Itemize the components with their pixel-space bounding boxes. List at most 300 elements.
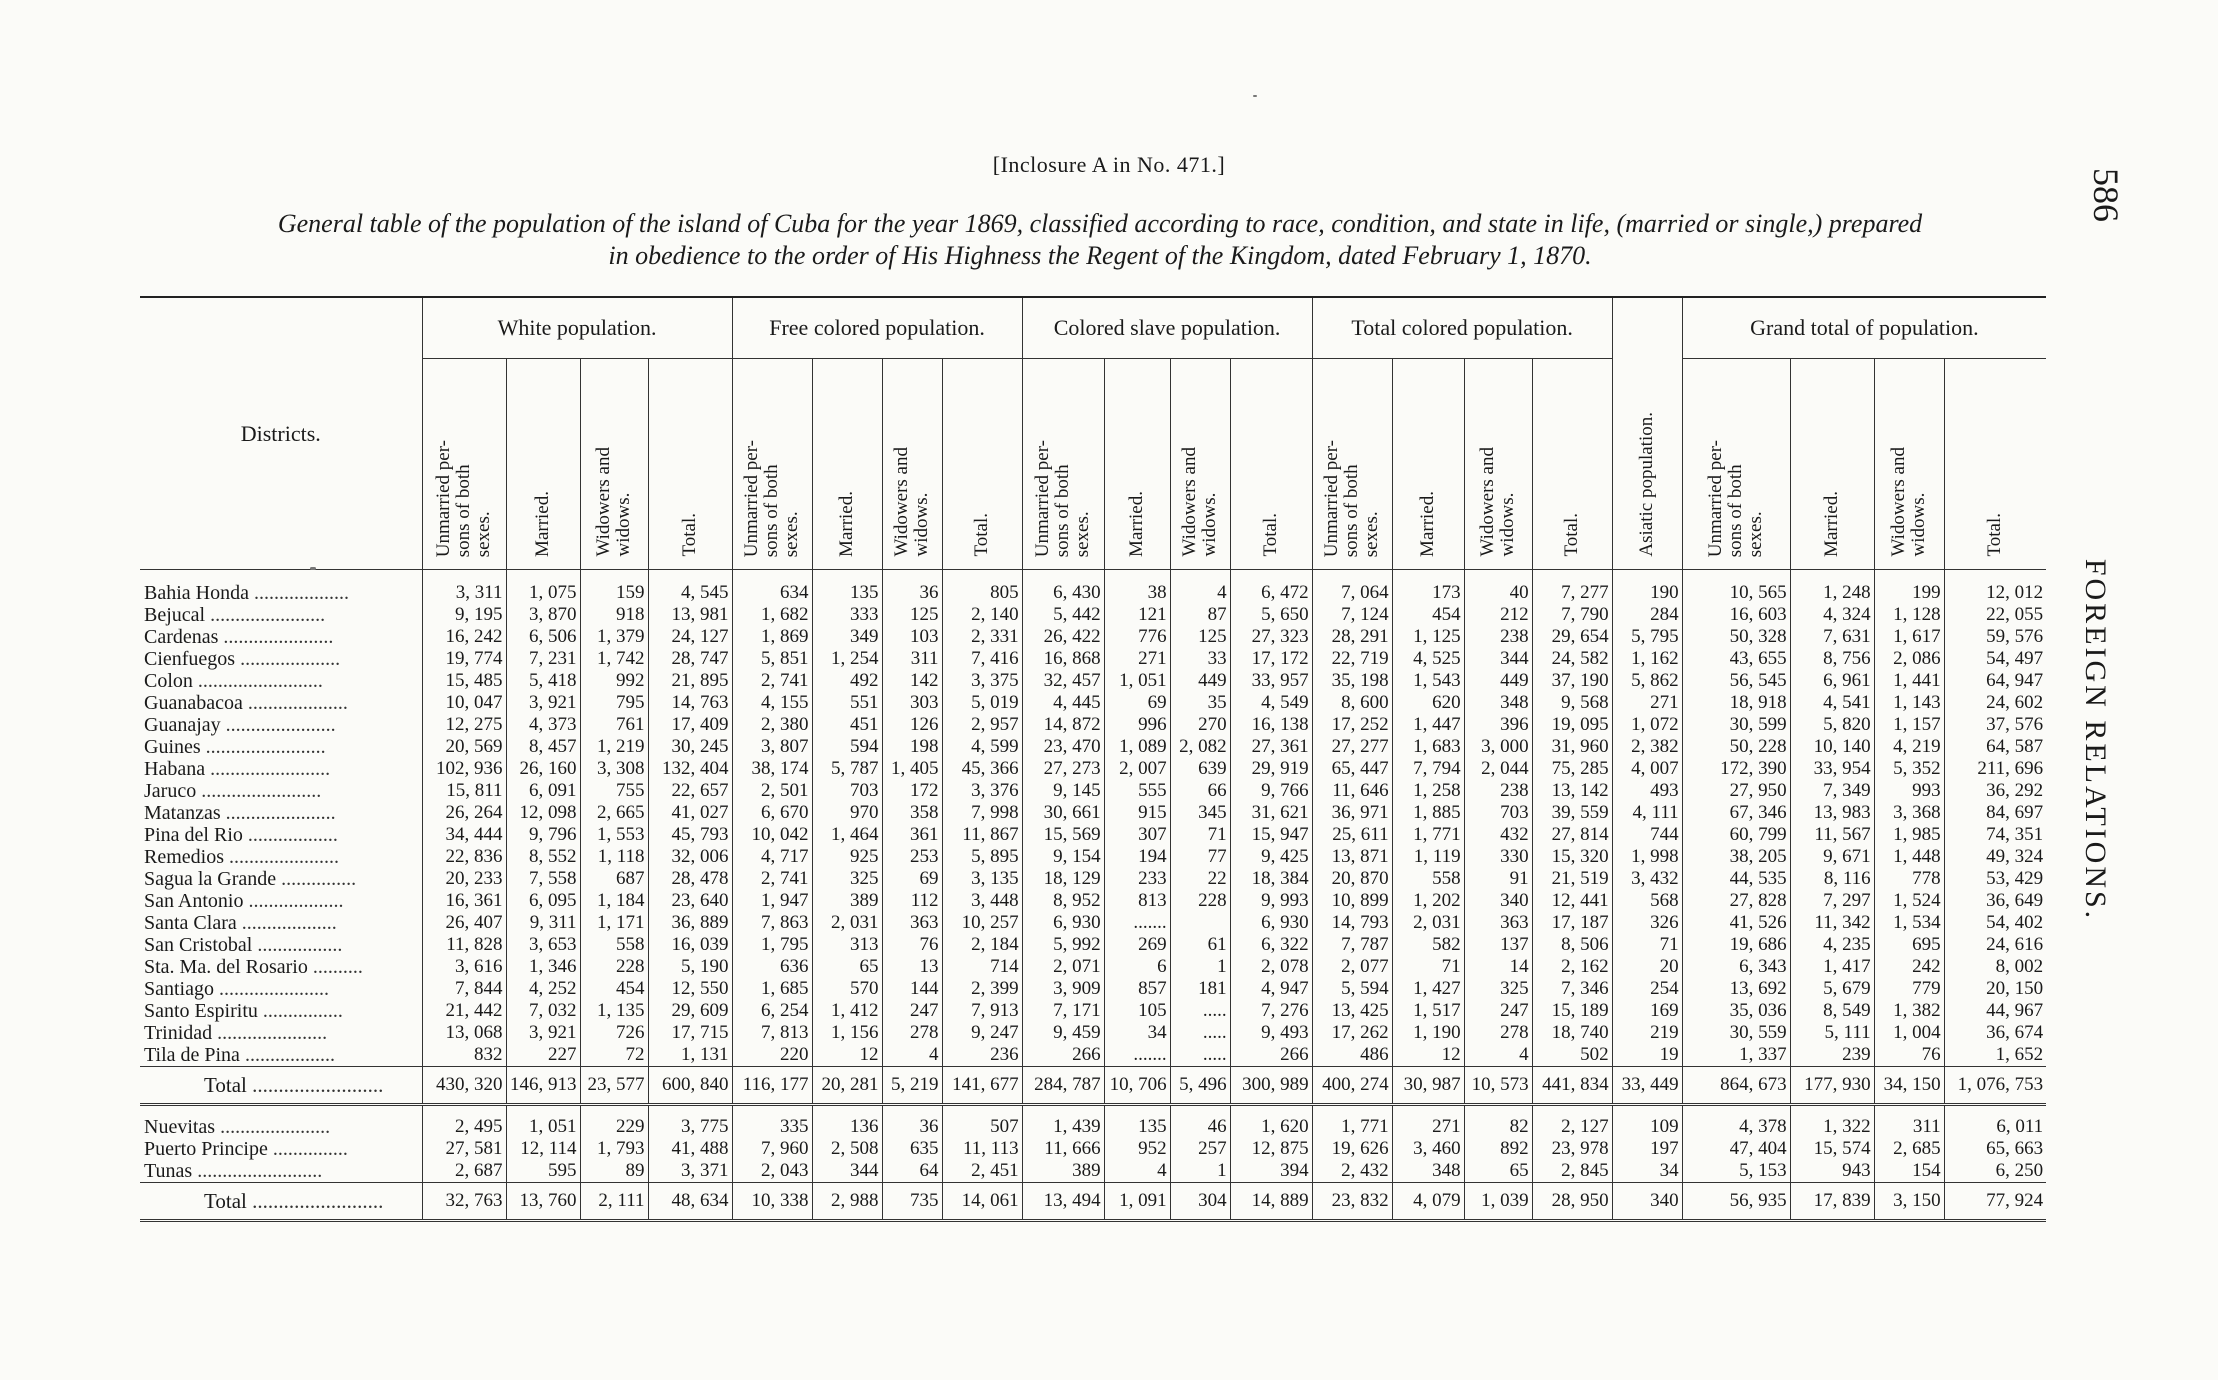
- cell-value: 8, 116: [1790, 868, 1874, 890]
- cell-value: 7, 787: [1312, 934, 1392, 956]
- cell-value: 1, 439: [1022, 1116, 1104, 1138]
- cell-value: 1, 553: [580, 824, 648, 846]
- cell-value: 247: [882, 1000, 942, 1022]
- cell-value: 28, 478: [648, 868, 732, 890]
- cell-value: 1, 685: [732, 978, 812, 1000]
- cell-value: 449: [1464, 670, 1532, 692]
- table-row: [140, 780, 2046, 802]
- table-row: [140, 570, 2046, 605]
- cell-value: 14, 763: [648, 692, 732, 714]
- cell-value: 335: [732, 1116, 812, 1138]
- cell-value: 3, 135: [942, 868, 1022, 890]
- cell-value: 3, 376: [942, 780, 1022, 802]
- cell-value: 71: [1392, 956, 1464, 978]
- cell-value: 125: [882, 604, 942, 626]
- cell-value: 1, 157: [1874, 714, 1944, 736]
- table-row: [140, 604, 2046, 626]
- cell-value: 125: [1170, 626, 1230, 648]
- cell-value: 14: [1464, 956, 1532, 978]
- cell-value: 16, 138: [1230, 714, 1312, 736]
- subheader-white-1: Married.: [506, 359, 580, 570]
- district-name: Nuevitas ......................: [144, 1116, 331, 1138]
- cell-value: 116, 177: [732, 1067, 812, 1105]
- cell-value: 37, 190: [1532, 670, 1612, 692]
- cell-value: 1, 076, 753: [1944, 1067, 2046, 1105]
- cell-value: 389: [812, 890, 882, 912]
- table-row: [140, 714, 2046, 736]
- population-table: [140, 296, 2046, 1222]
- cell-value: 41, 027: [648, 802, 732, 824]
- cell-value: 28, 950: [1532, 1183, 1612, 1221]
- cell-value: 137: [1464, 934, 1532, 956]
- cell-value: 17, 715: [648, 1022, 732, 1044]
- cell-value: 1, 885: [1392, 802, 1464, 824]
- cell-value: 64: [882, 1160, 942, 1183]
- cell-value: 9, 459: [1022, 1022, 1104, 1044]
- cell-value: 9, 154: [1022, 846, 1104, 868]
- cell-value: 19, 095: [1532, 714, 1612, 736]
- cell-value: 26, 264: [422, 802, 506, 824]
- cell-value: 7, 558: [506, 868, 580, 890]
- district-name: Pina del Rio ..................: [144, 824, 338, 846]
- cell-value: 4, 445: [1022, 692, 1104, 714]
- cell-value: .....: [1170, 1044, 1230, 1067]
- cell-value: 12, 012: [1944, 570, 2046, 605]
- spacer-cell: [1874, 1105, 1944, 1117]
- cell-value: 2, 086: [1874, 648, 1944, 670]
- cell-value: 400, 274: [1312, 1067, 1392, 1105]
- cell-value: 4: [1464, 1044, 1532, 1067]
- cell-value: 21, 519: [1532, 868, 1612, 890]
- cell-value: 5, 679: [1790, 978, 1874, 1000]
- cell-value: 65: [1464, 1160, 1532, 1183]
- cell-value: 992: [580, 670, 648, 692]
- cell-value: 146, 913: [506, 1067, 580, 1105]
- cell-value: 266: [1022, 1044, 1104, 1067]
- cell-value: 33, 449: [1612, 1067, 1682, 1105]
- cell-value: 15, 569: [1022, 824, 1104, 846]
- cell-value: 325: [1464, 978, 1532, 1000]
- table-row: [140, 648, 2046, 670]
- district-name: Tila de Pina ..................: [144, 1044, 335, 1066]
- cell-value: 4, 525: [1392, 648, 1464, 670]
- cell-value: 2, 380: [732, 714, 812, 736]
- cell-value: 13: [882, 956, 942, 978]
- cell-value: 12, 098: [506, 802, 580, 824]
- cell-value: 16, 603: [1682, 604, 1790, 626]
- cell-value: 172: [882, 780, 942, 802]
- table-row: [140, 912, 2046, 934]
- cell-value: 84, 697: [1944, 802, 2046, 824]
- cell-value: 23, 470: [1022, 736, 1104, 758]
- cell-value: 1, 004: [1874, 1022, 1944, 1044]
- subheader-free-colored-2: Widowers and widows.: [882, 359, 942, 570]
- cell-value: 18, 384: [1230, 868, 1312, 890]
- cell-value: 13, 871: [1312, 846, 1392, 868]
- cell-value: .......: [1104, 1044, 1170, 1067]
- cell-value: 142: [882, 670, 942, 692]
- cell-value: 17, 409: [648, 714, 732, 736]
- cell-value: 34: [1612, 1160, 1682, 1183]
- cell-value: 7, 631: [1790, 626, 1874, 648]
- cell-value: 9, 247: [942, 1022, 1022, 1044]
- cell-value: 27, 277: [1312, 736, 1392, 758]
- cell-value: 6, 930: [1230, 912, 1312, 934]
- cell-value: 270: [1170, 714, 1230, 736]
- cell-value: 30, 987: [1392, 1067, 1464, 1105]
- cell-value: 6, 343: [1682, 956, 1790, 978]
- cell-value: 233: [1104, 868, 1170, 890]
- cell-value: 1, 412: [812, 1000, 882, 1022]
- cell-value: 304: [1170, 1183, 1230, 1221]
- table-row: [140, 736, 2046, 758]
- cell-value: 761: [580, 714, 648, 736]
- cell-value: 1, 128: [1874, 604, 1944, 626]
- cell-value: 20: [1612, 956, 1682, 978]
- cell-value: 22, 657: [648, 780, 732, 802]
- cell-value: 2, 432: [1312, 1160, 1392, 1183]
- cell-value: 5, 111: [1790, 1022, 1874, 1044]
- cell-value: 5, 820: [1790, 714, 1874, 736]
- cell-value: 238: [1464, 626, 1532, 648]
- cell-value: 1, 346: [506, 956, 580, 978]
- cell-value: 190: [1612, 570, 1682, 605]
- cell-value: 4: [1104, 1160, 1170, 1183]
- cell-value: 38, 205: [1682, 846, 1790, 868]
- cell-value: 555: [1104, 780, 1170, 802]
- cell-value: 3, 870: [506, 604, 580, 626]
- cell-value: 21, 442: [422, 1000, 506, 1022]
- cell-value: 6, 091: [506, 780, 580, 802]
- total-label: Total .........................: [140, 1067, 422, 1105]
- cell-value: 1, 464: [812, 824, 882, 846]
- district-name: Matanzas ......................: [144, 802, 336, 824]
- table-row: [140, 1116, 2046, 1138]
- table-row: [140, 824, 2046, 846]
- cell-value: 7, 913: [942, 1000, 1022, 1022]
- cell-value: 892: [1464, 1138, 1532, 1160]
- cell-value: 4, 219: [1874, 736, 1944, 758]
- cell-value: 349: [812, 626, 882, 648]
- cell-value: 744: [1612, 824, 1682, 846]
- cell-value: 925: [812, 846, 882, 868]
- cell-value: 1, 219: [580, 736, 648, 758]
- cell-value: 2, 508: [812, 1138, 882, 1160]
- cell-value: 22: [1170, 868, 1230, 890]
- cell-value: 4: [882, 1044, 942, 1067]
- cell-value: 558: [580, 934, 648, 956]
- cell-value: 695: [1874, 934, 1944, 956]
- cell-value: 271: [1612, 692, 1682, 714]
- subheader-total-colored-0: Unmarried per- sons of both sexes.: [1312, 359, 1392, 570]
- group-header-colored-slave: Colored slave population.: [1022, 297, 1312, 359]
- cell-value: 5, 851: [732, 648, 812, 670]
- spacer-cell: [1464, 1105, 1532, 1117]
- cell-value: 7, 844: [422, 978, 506, 1000]
- spacer-cell: [506, 1105, 580, 1117]
- cell-value: 24, 602: [1944, 692, 2046, 714]
- cell-value: 25, 611: [1312, 824, 1392, 846]
- cell-value: 6, 430: [1022, 570, 1104, 605]
- cell-value: 8, 600: [1312, 692, 1392, 714]
- cell-value: 1, 051: [506, 1116, 580, 1138]
- print-speck: [310, 567, 316, 570]
- cell-value: 449: [1170, 670, 1230, 692]
- district-name: Remedios ......................: [144, 846, 339, 868]
- cell-value: 20, 569: [422, 736, 506, 758]
- cell-value: 5, 019: [942, 692, 1022, 714]
- cell-value: 19, 626: [1312, 1138, 1392, 1160]
- cell-value: 12, 275: [422, 714, 506, 736]
- cell-value: 36, 649: [1944, 890, 2046, 912]
- cell-value: 636: [732, 956, 812, 978]
- cell-value: 135: [1104, 1116, 1170, 1138]
- cell-value: 49, 324: [1944, 846, 2046, 868]
- cell-value: 3, 371: [648, 1160, 732, 1183]
- cell-value: 2, 741: [732, 670, 812, 692]
- cell-value: 198: [882, 736, 942, 758]
- cell-value: 15, 485: [422, 670, 506, 692]
- cell-value: 36, 971: [1312, 802, 1392, 824]
- cell-value: 7, 790: [1532, 604, 1612, 626]
- cell-value: 41, 526: [1682, 912, 1790, 934]
- cell-value: 1, 869: [732, 626, 812, 648]
- cell-value: 1, 998: [1612, 846, 1682, 868]
- cell-value: 1, 417: [1790, 956, 1874, 978]
- cell-value: 6, 322: [1230, 934, 1312, 956]
- district-name: Puerto Principe ...............: [144, 1138, 348, 1160]
- cell-value: 8, 002: [1944, 956, 2046, 978]
- cell-value: 11, 867: [942, 824, 1022, 846]
- cell-value: 1, 617: [1874, 626, 1944, 648]
- cell-value: 5, 787: [812, 758, 882, 780]
- district-name: Santo Espiritu ................: [144, 1000, 343, 1022]
- cell-value: 29, 654: [1532, 626, 1612, 648]
- cell-value: 4, 007: [1612, 758, 1682, 780]
- cell-value: 24, 616: [1944, 934, 2046, 956]
- cell-value: 72: [580, 1044, 648, 1067]
- districts-header: Districts.: [140, 297, 422, 570]
- cell-value: 10, 047: [422, 692, 506, 714]
- cell-value: 3, 432: [1612, 868, 1682, 890]
- subheader-free-colored-0: Unmarried per- sons of both sexes.: [732, 359, 812, 570]
- cell-value: 43, 655: [1682, 648, 1790, 670]
- cell-value: 20, 233: [422, 868, 506, 890]
- cell-value: 20, 281: [812, 1067, 882, 1105]
- cell-value: 6, 011: [1944, 1116, 2046, 1138]
- cell-value: 6, 930: [1022, 912, 1104, 934]
- cell-value: 7, 960: [732, 1138, 812, 1160]
- cell-value: 15, 947: [1230, 824, 1312, 846]
- cell-value: 1, 795: [732, 934, 812, 956]
- title-line-1: General table of the population of the island of Cuba for the year 1869, classified according to race, condition, and state in life, (married or single,) prepared: [277, 209, 1923, 238]
- cell-value: 7, 277: [1532, 570, 1612, 605]
- cell-value: 31, 960: [1532, 736, 1612, 758]
- cell-value: 6, 250: [1944, 1160, 2046, 1183]
- cell-value: 333: [812, 604, 882, 626]
- subheader-white-0: Unmarried per- sons of both sexes.: [422, 359, 506, 570]
- cell-value: 15, 811: [422, 780, 506, 802]
- cell-value: 15, 574: [1790, 1138, 1874, 1160]
- cell-value: 9, 796: [506, 824, 580, 846]
- cell-value: 7, 346: [1532, 978, 1612, 1000]
- spacer-cell: [882, 1105, 942, 1117]
- cell-value: 551: [812, 692, 882, 714]
- cell-value: 3, 775: [648, 1116, 732, 1138]
- cell-value: 8, 506: [1532, 934, 1612, 956]
- table-row: [140, 626, 2046, 648]
- cell-value: 1, 771: [1312, 1116, 1392, 1138]
- cell-value: 194: [1104, 846, 1170, 868]
- cell-value: 35: [1170, 692, 1230, 714]
- cell-value: 1, 118: [580, 846, 648, 868]
- cell-value: 5, 352: [1874, 758, 1944, 780]
- cell-value: 11, 113: [942, 1138, 1022, 1160]
- cell-value: 71: [1612, 934, 1682, 956]
- subheader-grand-total-0: Unmarried per- sons of both sexes.: [1682, 359, 1790, 570]
- cell-value: 69: [882, 868, 942, 890]
- cell-value: 5, 795: [1612, 626, 1682, 648]
- cell-value: 2, 957: [942, 714, 1022, 736]
- cell-value: 141, 677: [942, 1067, 1022, 1105]
- table-row: [140, 802, 2046, 824]
- cell-value: 1, 947: [732, 890, 812, 912]
- cell-value: 47, 404: [1682, 1138, 1790, 1160]
- subheader-white-2: Widowers and widows.: [580, 359, 648, 570]
- cell-value: 18, 918: [1682, 692, 1790, 714]
- table-row: [140, 1000, 2046, 1022]
- cell-value: 177, 930: [1790, 1067, 1874, 1105]
- cell-value: 2, 082: [1170, 736, 1230, 758]
- cell-value: 254: [1612, 978, 1682, 1000]
- cell-value: 238: [1464, 780, 1532, 802]
- district-name: Guines ........................: [144, 736, 326, 758]
- table-row: [140, 978, 2046, 1000]
- cell-value: 1, 441: [1874, 670, 1944, 692]
- cell-value: 832: [422, 1044, 506, 1067]
- district-name: Santa Clara ...................: [144, 912, 337, 934]
- cell-value: 181: [1170, 978, 1230, 1000]
- cell-value: 993: [1874, 780, 1944, 802]
- subheader-colored-slave-2: Widowers and widows.: [1170, 359, 1230, 570]
- cell-value: 1: [1170, 1160, 1230, 1183]
- cell-value: 2, 845: [1532, 1160, 1612, 1183]
- cell-value: 11, 828: [422, 934, 506, 956]
- spacer-cell: [580, 1105, 648, 1117]
- cell-value: 1, 517: [1392, 1000, 1464, 1022]
- cell-value: 5, 418: [506, 670, 580, 692]
- cell-value: 5, 219: [882, 1067, 942, 1105]
- cell-value: 12: [812, 1044, 882, 1067]
- district-name: Habana ........................: [144, 758, 331, 780]
- spacer-cell: [1104, 1105, 1170, 1117]
- cell-value: 1, 405: [882, 758, 942, 780]
- cell-value: 154: [1874, 1160, 1944, 1183]
- cell-value: 102, 936: [422, 758, 506, 780]
- cell-value: 27, 273: [1022, 758, 1104, 780]
- cell-value: 952: [1104, 1138, 1170, 1160]
- cell-value: 1, 771: [1392, 824, 1464, 846]
- cell-value: 61: [1170, 934, 1230, 956]
- cell-value: 1, 119: [1392, 846, 1464, 868]
- district-name: Guanabacoa ....................: [144, 692, 348, 714]
- cell-value: 74, 351: [1944, 824, 2046, 846]
- spacer-cell: [732, 1105, 812, 1117]
- cell-value: 23, 978: [1532, 1138, 1612, 1160]
- cell-value: 915: [1104, 802, 1170, 824]
- cell-value: 4, 947: [1230, 978, 1312, 1000]
- cell-value: 6, 095: [506, 890, 580, 912]
- cell-value: 67, 346: [1682, 802, 1790, 824]
- cell-value: 27, 323: [1230, 626, 1312, 648]
- cell-value: 2, 044: [1464, 758, 1532, 780]
- spacer-cell: [942, 1105, 1022, 1117]
- district-name: Tunas .........................: [144, 1160, 323, 1182]
- cell-value: 36, 889: [648, 912, 732, 934]
- cell-value: 1: [1170, 956, 1230, 978]
- cell-value: 7, 998: [942, 802, 1022, 824]
- group-header-grand-total: Grand total of population.: [1682, 297, 2046, 359]
- cell-value: 23, 577: [580, 1067, 648, 1105]
- cell-value: 1, 202: [1392, 890, 1464, 912]
- cell-value: 22, 836: [422, 846, 506, 868]
- table-row: [140, 1044, 2046, 1067]
- cell-value: 363: [1464, 912, 1532, 934]
- cell-value: 4, 373: [506, 714, 580, 736]
- cell-value: 17, 172: [1230, 648, 1312, 670]
- table-row: [140, 758, 2046, 780]
- cell-value: 1, 793: [580, 1138, 648, 1160]
- cell-value: 77, 924: [1944, 1183, 2046, 1221]
- cell-value: 40: [1464, 570, 1532, 605]
- cell-value: 36, 292: [1944, 780, 2046, 802]
- table-row: [140, 956, 2046, 978]
- cell-value: 432: [1464, 824, 1532, 846]
- cell-value: 212: [1464, 604, 1532, 626]
- cell-value: 22, 055: [1944, 604, 2046, 626]
- cell-value: 8, 756: [1790, 648, 1874, 670]
- cell-value: 278: [882, 1022, 942, 1044]
- cell-value: 9, 145: [1022, 780, 1104, 802]
- cell-value: 82: [1464, 1116, 1532, 1138]
- spacer-row: [140, 1105, 2046, 1117]
- cell-value: 582: [1392, 934, 1464, 956]
- district-name: San Antonio ...................: [144, 890, 344, 912]
- cell-value: 493: [1612, 780, 1682, 802]
- cell-value: 3, 921: [506, 1022, 580, 1044]
- cell-value: 1, 379: [580, 626, 648, 648]
- cell-value: 12, 875: [1230, 1138, 1312, 1160]
- cell-value: 1, 448: [1874, 846, 1944, 868]
- cell-value: 9, 568: [1532, 692, 1612, 714]
- cell-value: 26, 160: [506, 758, 580, 780]
- cell-value: 303: [882, 692, 942, 714]
- cell-value: 779: [1874, 978, 1944, 1000]
- cell-value: 13, 068: [422, 1022, 506, 1044]
- cell-value: 54, 402: [1944, 912, 2046, 934]
- cell-value: 755: [580, 780, 648, 802]
- cell-value: 1, 322: [1790, 1116, 1874, 1138]
- cell-value: 27, 814: [1532, 824, 1612, 846]
- cell-value: 23, 640: [648, 890, 732, 912]
- cell-value: 103: [882, 626, 942, 648]
- cell-value: 36, 674: [1944, 1022, 2046, 1044]
- cell-value: 1, 248: [1790, 570, 1874, 605]
- cell-value: 33: [1170, 648, 1230, 670]
- cell-value: 3, 653: [506, 934, 580, 956]
- cell-value: 199: [1874, 570, 1944, 605]
- cell-value: 2, 988: [812, 1183, 882, 1221]
